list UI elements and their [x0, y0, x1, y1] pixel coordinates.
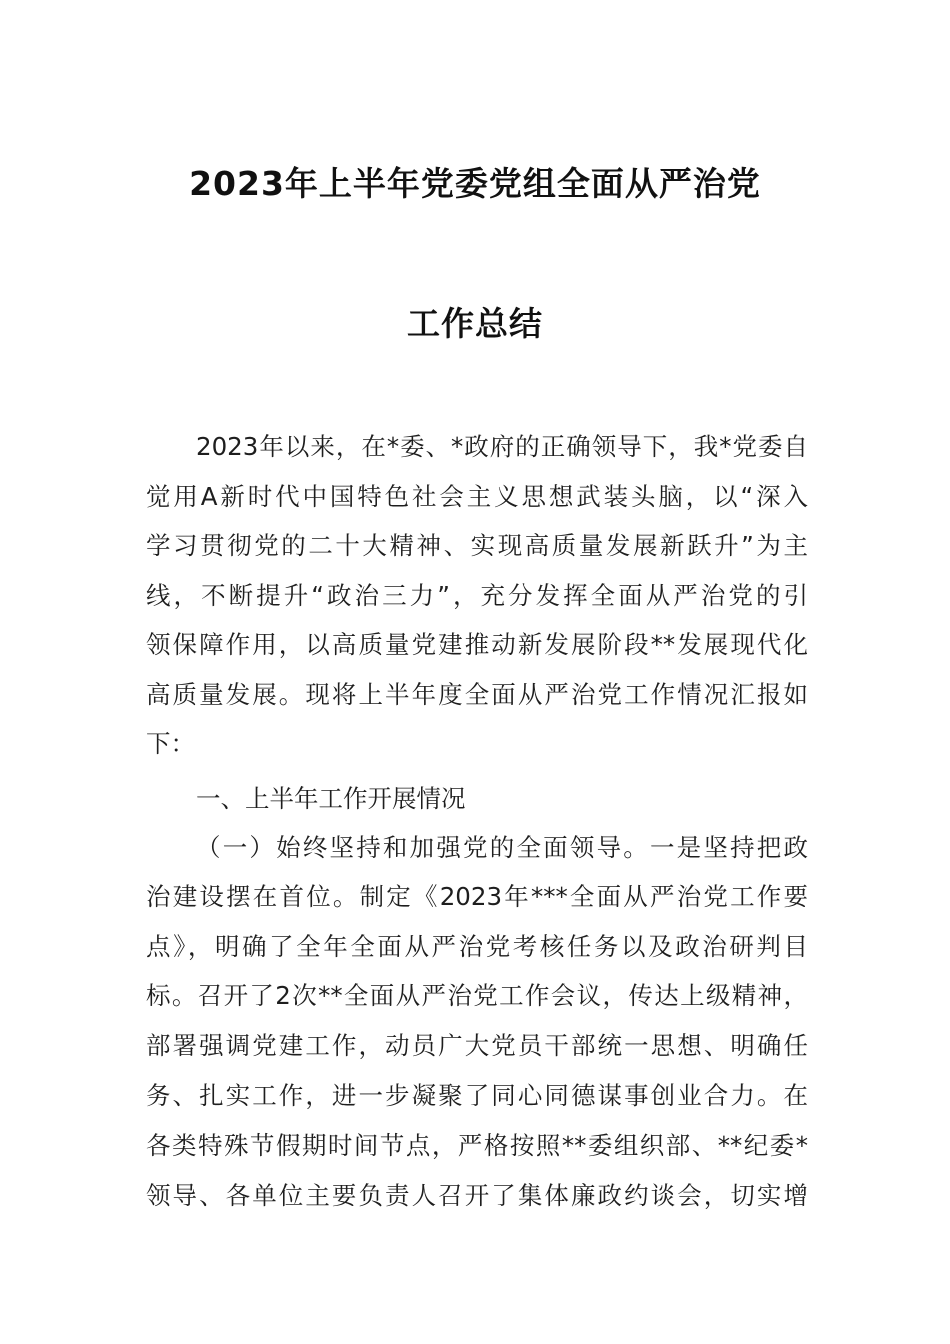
paragraph-line: 线，不断提升“政治三力”，充分发挥全面从严治党的引 [146, 581, 808, 610]
paragraph-line: 领导、各单位主要负责人召开了集体廉政约谈会，切实增 [146, 1181, 808, 1210]
paragraph-line: （一）始终坚持和加强党的全面领导。一是坚持把政 [196, 833, 808, 862]
paragraph-line: 点》，明确了全年全面从严治党考核任务以及政治研判目 [146, 932, 808, 961]
document-title-line-2: 工作总结 [407, 304, 543, 343]
paragraph-line: 高质量发展。现将上半年度全面从严治党工作情况汇报如 [146, 680, 808, 709]
paragraph-line: 务、扎实工作，进一步凝聚了同心同德谋事创业合力。在 [146, 1081, 808, 1110]
paragraph-line: 治建设摆在首位。制定《2023年***全面从严治党工作要 [146, 882, 808, 911]
paragraph-line: 标。召开了2次**全面从严治党工作会议，传达上级精神， [146, 981, 808, 1010]
paragraph-line: 各类特殊节假期时间节点，严格按照**委组织部、**纪委* [146, 1131, 808, 1160]
paragraph-line: 2023年以来，在*委、*政府的正确领导下，我*党委自 [196, 432, 808, 461]
paragraph-line: 领保障作用，以高质量党建推动新发展阶段**发展现代化 [146, 630, 808, 659]
document-title-line-1: 2023年上半年党委党组全面从严治党 [189, 164, 761, 203]
paragraph-line: 部署强调党建工作，动员广大党员干部统一思想、明确任 [146, 1031, 808, 1060]
paragraph-line: 学习贯彻党的二十大精神、实现高质量发展新跃升”为主 [146, 531, 808, 560]
paragraph-line: 下： [146, 729, 195, 758]
section-heading: 一、上半年工作开展情况 [196, 784, 466, 813]
paragraph-line: 觉用A新时代中国特色社会主义思想武装头脑，以“深入 [146, 482, 808, 511]
